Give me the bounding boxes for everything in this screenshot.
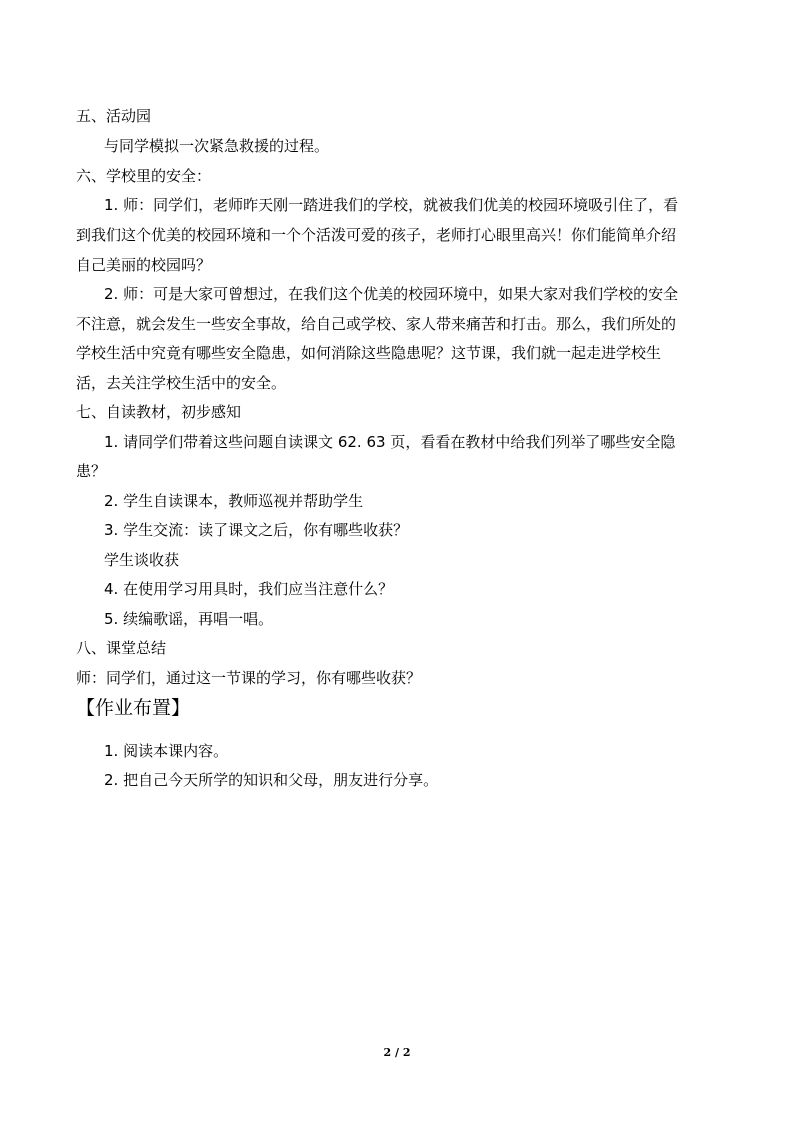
paragraph-line: 2. 学生自读课本，教师巡视并帮助学生 — [104, 492, 364, 510]
paragraph-line: 4. 在使用学习用具时，我们应当注意什么？ — [104, 580, 394, 598]
paragraph-line: 不注意，就会发生一些安全事故，给自己或学校、家人带来痛苦和打击。那么，我们所处的 — [76, 315, 677, 333]
homework-heading: 【作业布置】 — [76, 697, 191, 719]
homework-item: 1. 阅读本课内容。 — [104, 742, 229, 760]
paragraph-line: 1. 师：同学们，老师昨天刚一踏进我们的学校，就被我们优美的校园环境吸引住了，看 — [104, 196, 679, 214]
paragraph-line: 学校生活中究竟有哪些安全隐患，如何消除这些隐患呢？这节课，我们就一起走进学校生 — [76, 344, 662, 362]
paragraph-line: 师：同学们，通过这一节课的学习，你有哪些收获？ — [76, 669, 422, 687]
paragraph-line: 3. 学生交流：读了课文之后，你有哪些收获？ — [104, 521, 409, 539]
paragraph-line: 学生谈收获 — [104, 551, 180, 569]
paragraph-line: 患？ — [76, 462, 107, 480]
section-heading-school-safety: 六、学校里的安全： — [76, 167, 212, 185]
paragraph-line: 自己美丽的校园吗？ — [76, 256, 212, 274]
paragraph-line: 到我们这个优美的校园环境和一个个活泼可爱的孩子，老师打心眼里高兴！你们能简单介绍 — [76, 226, 677, 244]
homework-item: 2. 把自己今天所学的知识和父母，朋友进行分享。 — [104, 771, 439, 789]
paragraph-line: 活，去关注学校生活中的安全。 — [76, 374, 287, 392]
page-number: 2 / 2 — [383, 1046, 411, 1059]
section-heading-self-reading: 七、自读教材，初步感知 — [76, 403, 242, 421]
paragraph-line: 1. 请同学们带着这些问题自读课文 62. 63 页，看看在教材中给我们列举了哪些安全隐 — [104, 433, 676, 451]
section-heading-summary: 八、课堂总结 — [76, 639, 167, 657]
section-heading-activity: 五、活动园 — [76, 107, 152, 125]
paragraph-line: 2. 师：可是大家可曾想过，在我们这个优美的校园环境中，如果大家对我们学校的安全 — [104, 285, 679, 303]
paragraph-line: 与同学模拟一次紧急救援的过程。 — [104, 137, 330, 155]
paragraph-line: 5. 续编歌谣，再唱一唱。 — [104, 610, 274, 628]
